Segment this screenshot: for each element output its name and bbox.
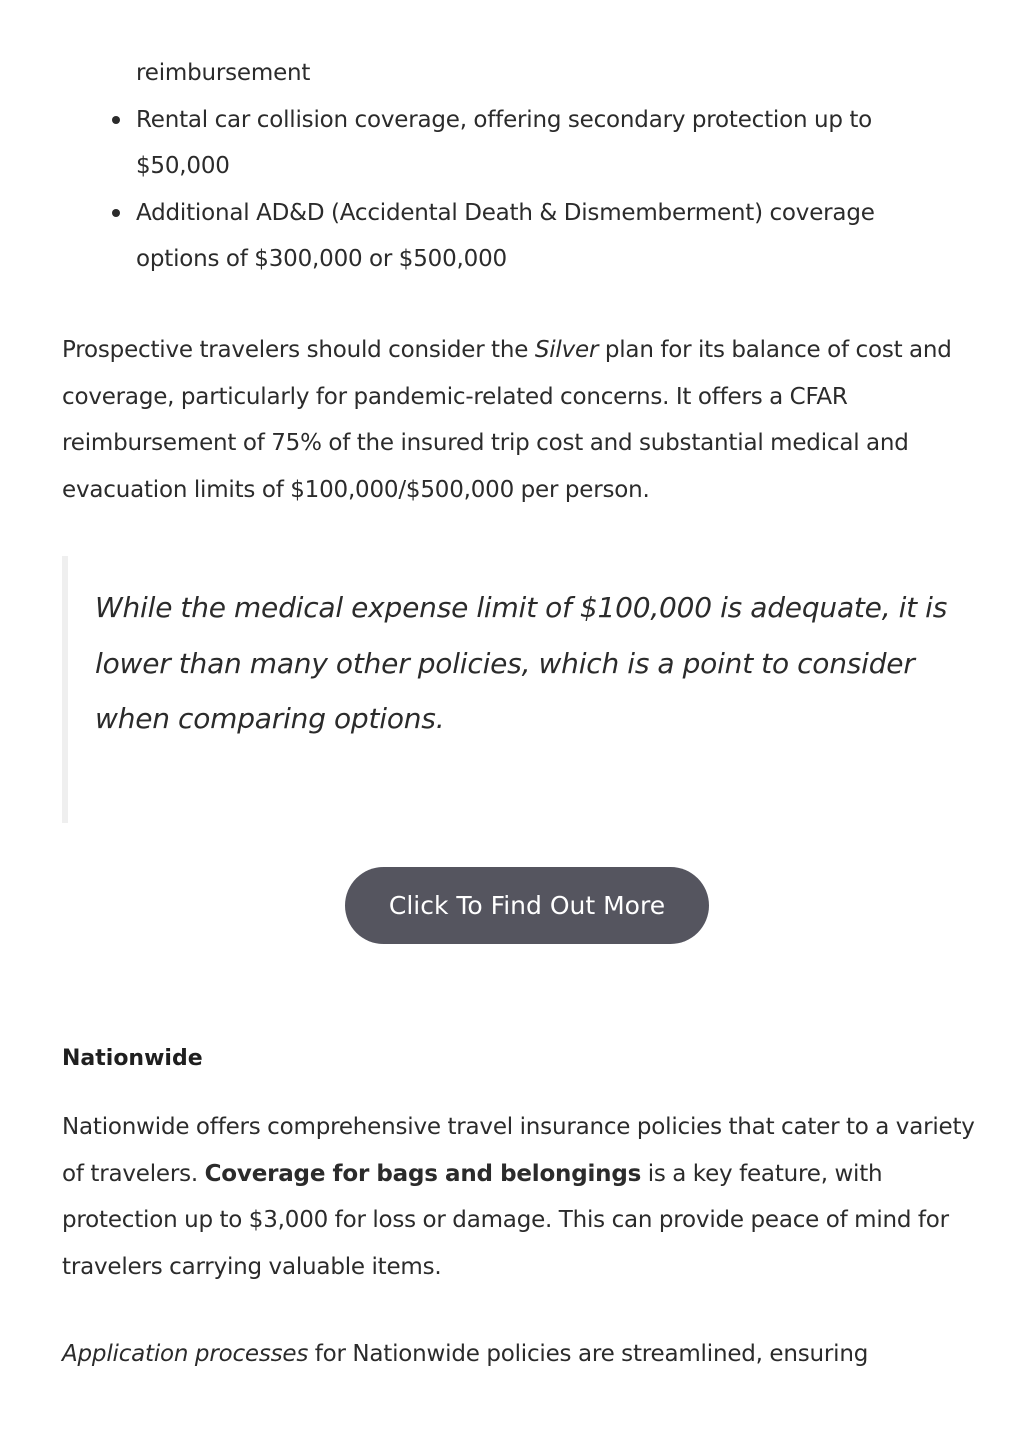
bullet-icon <box>112 116 120 124</box>
list-item-text: Additional AD&D (Accidental Death & Dismemberment) coverage options of $300,000 or $500,000 <box>136 199 875 272</box>
nationwide-heading: Nationwide <box>62 1046 203 1071</box>
application-paragraph <box>62 1331 997 1378</box>
bags-coverage-strong: Coverage for bags and belongings <box>204 1160 642 1187</box>
paragraph-text: Prospective travelers should consider the <box>62 337 535 363</box>
paragraph-text: Nationwide offers comprehensive travel insurance policies that cater to a variety of travelers. <box>62 1114 975 1187</box>
silver-plan-paragraph <box>62 327 987 513</box>
paragraph-text: plan for its balance of cost and coverage, particularly for pandemic-related concerns. It offers a CFAR reimbursement of 75% of the insured trip cost and substantial medical and evacuation limits of $100,000/$500,000 per person. <box>62 337 952 503</box>
list-item <box>62 190 997 283</box>
paragraph-text: is a key feature, with protection up to $3,000 for loss or damage. This can provide peace of mind for travelers carrying valuable items. <box>62 1160 949 1280</box>
find-out-more-button[interactable]: Click To Find Out More <box>345 867 709 944</box>
list-item-text: Rental car collision coverage, offering secondary protection up to $50,000 <box>136 106 873 179</box>
pull-quote-text: While the medical expense limit of $100,000 is adequate, it is lower than many other policies, which is a point to consider when comparing options. <box>95 591 948 735</box>
paragraph-text: for Nationwide policies are streamlined, ensuring <box>308 1341 869 1367</box>
list-item <box>62 97 997 190</box>
application-emphasis: Application processes <box>62 1341 309 1367</box>
pull-quote <box>62 556 997 823</box>
list-item-text: reimbursement <box>136 60 311 86</box>
bullet-icon <box>112 209 120 217</box>
list-item <box>62 50 997 97</box>
nationwide-paragraph <box>62 1104 997 1290</box>
coverage-list <box>62 50 997 283</box>
silver-plan-emphasis: Silver <box>534 337 599 363</box>
